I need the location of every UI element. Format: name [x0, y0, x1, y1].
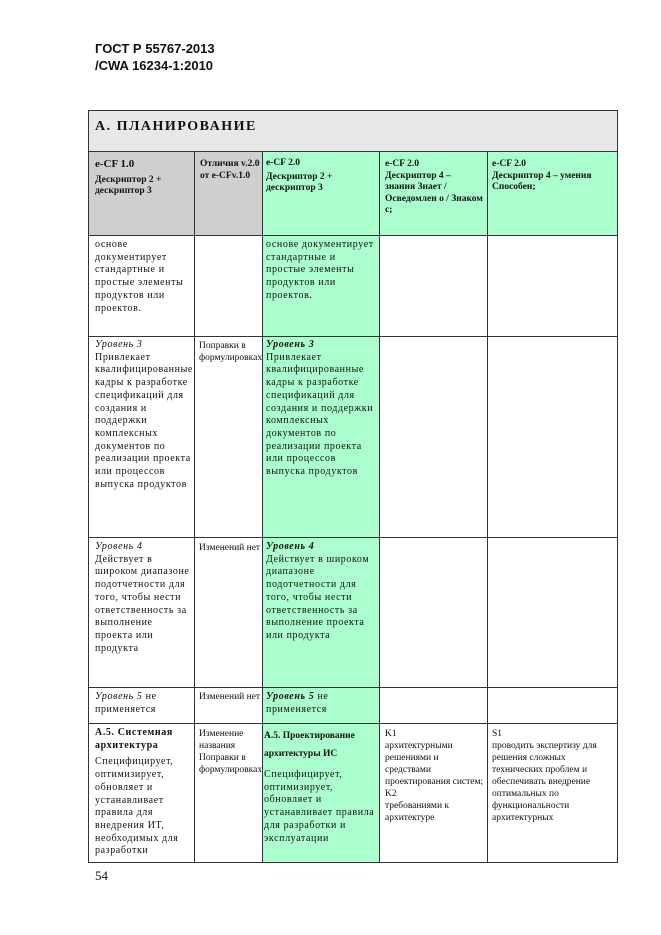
row5-ecf2-text: Специфицирует, оптимизирует, обновляет и устанавливает правила для разработки и эксплуатации: [264, 769, 375, 844]
column-divider: [194, 152, 195, 862]
column-divider: [262, 152, 263, 862]
row4-ecf1-text: не применяется: [95, 691, 157, 715]
knowledge-header: [385, 159, 483, 217]
row2-ecf2-text: Привлекает квалифицированные кадры к разработке спецификаций для создания и поддержки комплексных документов по реализации проекта или процессов выпуска продуктов: [266, 351, 374, 478]
row2-ecf1: [95, 339, 192, 491]
row5-ecf2: [264, 727, 378, 845]
competence-table: [88, 110, 618, 863]
knowledge-title: e-CF 2.0: [385, 159, 419, 169]
ecf1-subtitle: Дескриптор 2 + дескриптор 3: [95, 174, 162, 196]
row5-ecf1: [95, 727, 192, 858]
row-divider: [89, 336, 617, 337]
knowledge-subtitle: Дескриптор 4 – знания Знает / Осведомлен о / Знаком с;: [385, 170, 483, 215]
row2-ecf1-level: Уровень 3: [95, 339, 143, 350]
row5-ecf1-text: Специфицирует, оптимизирует, обновляет и устанавливает правила для внедрения ИТ, необходимых для разработки: [95, 756, 179, 857]
row5-diff: [199, 728, 261, 776]
standard-code: ГОСТ Р 55767-2013: [95, 41, 215, 56]
row5-k2-text: требованиями к архитектуре: [385, 801, 450, 823]
row2-ecf2: [266, 339, 378, 479]
row3-diff: Изменений нет: [199, 543, 261, 553]
ecf2-title: e-CF 2.0: [266, 158, 300, 168]
row3-ecf1-level: Уровень 4: [95, 541, 143, 552]
ecf2-header: [266, 158, 376, 195]
row5-knowledge: [385, 728, 485, 824]
section-title: А. ПЛАНИРОВАНИЕ: [89, 111, 617, 152]
row4-ecf1-level: Уровень 5: [95, 691, 143, 702]
row4-ecf1: [95, 691, 192, 716]
row5-s1-code: S1: [492, 729, 503, 739]
row3-ecf2-text: Действует в широком диапазоне подотчетности для того, чтобы нести ответственность за выполнение проекта или продукта: [266, 553, 370, 641]
skills-title: e-CF 2.0: [492, 159, 526, 169]
row4-ecf2-text: не применяется: [266, 691, 329, 715]
diff-header: Отличия v.2.0 от e-CFv.1.0: [200, 159, 260, 181]
row3-ecf2-level: Уровень 4: [266, 541, 315, 552]
row3-ecf1-text: Действует в широком диапазоне подотчетности для того, чтобы нести ответственность за выполнение проекта или продукта: [95, 553, 190, 654]
row5-k1-code: K1: [385, 729, 397, 739]
row1-ecf1-text: основе документирует стандартные и простые элементы продуктов или проектов.: [95, 239, 184, 314]
row2-diff: Поправки в формулировках: [199, 341, 263, 363]
row-divider: [89, 537, 617, 538]
row-divider: [89, 235, 617, 236]
row-divider: [89, 687, 617, 688]
row5-ecf1-title: А.5. Системная архитектура: [95, 727, 173, 751]
row1-ecf2-text: основе документирует стандартные и простые элементы продуктов или проектов.: [266, 239, 374, 301]
row5-k1-text: архитектурными решениями и средствами проектирования систем;: [385, 741, 484, 787]
row5-ecf2-title: А.5. Проектирование архитектуры ИС: [264, 731, 355, 759]
page-number: 54: [95, 868, 108, 883]
row2-ecf1-text: Привлекает квалифицированные кадры к разработке спецификаций для создания и поддержки комплексных документов по реализации проекта или процессов выпуска продуктов: [95, 351, 193, 490]
row5-diff-rename: Изменение названия: [199, 729, 244, 751]
ecf1-header: [95, 159, 190, 198]
ecf1-title: e-CF 1.0: [95, 158, 135, 170]
row5-skills: [492, 728, 614, 824]
document-header: [95, 40, 215, 74]
row5-diff-wording: Поправки в формулировках: [199, 753, 263, 775]
row3-ecf1: [95, 541, 192, 655]
row4-diff: Изменений нет: [199, 692, 261, 702]
column-divider: [487, 152, 488, 862]
standard-code-cwa: /CWA 16234-1:2010: [95, 58, 214, 73]
row3-ecf2: [266, 541, 378, 643]
row4-ecf2: [266, 691, 378, 716]
skills-subtitle: Дескриптор 4 – умения Способен;: [492, 170, 592, 192]
row-divider: [89, 723, 617, 724]
ecf2-subtitle: Дескриптор 2 + дескриптор 3: [266, 171, 333, 193]
column-divider: [379, 152, 380, 862]
row2-ecf2-level: Уровень 3: [266, 339, 315, 350]
row5-k2-code: K2: [385, 789, 397, 799]
row5-s1-text: проводить экспертизу для решения сложных технических проблем и обеспечивать внедрение оптимальных по функциональности архитектурных: [492, 741, 597, 823]
row4-ecf2-level: Уровень 5: [266, 691, 315, 702]
skills-header: [492, 159, 614, 194]
